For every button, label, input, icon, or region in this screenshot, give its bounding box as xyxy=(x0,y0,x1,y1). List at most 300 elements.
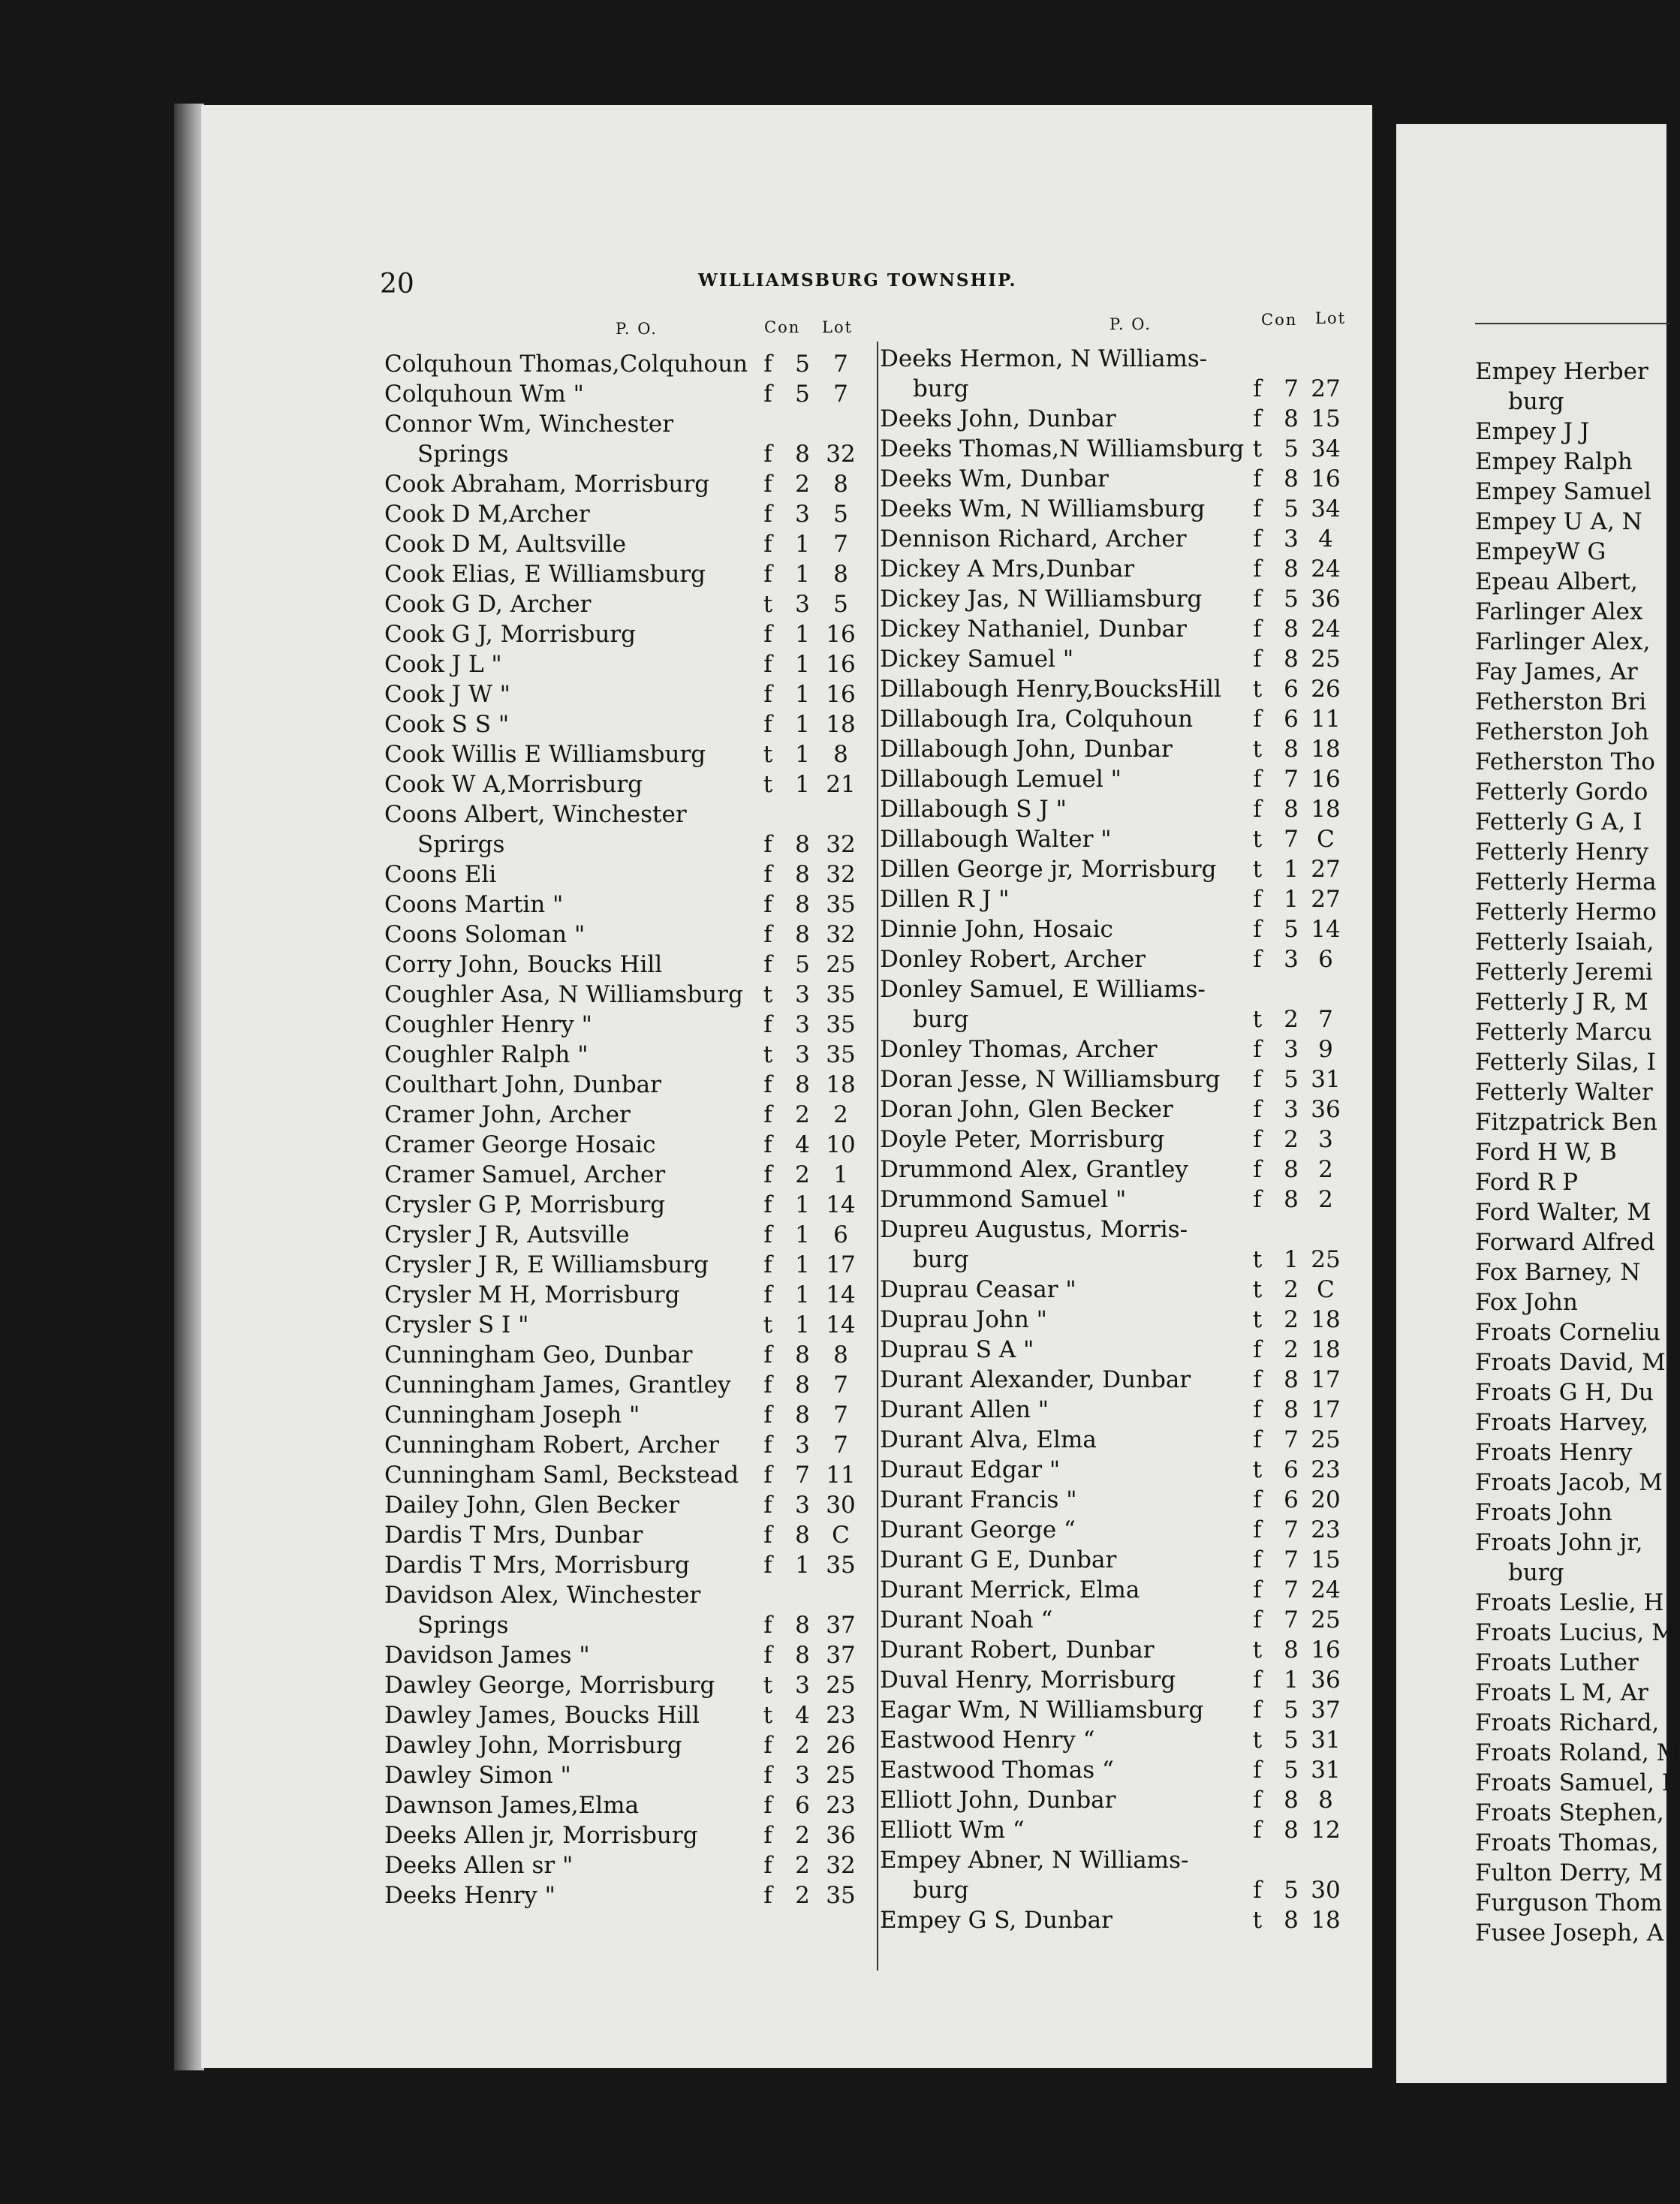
directory-entry xyxy=(880,1905,1368,1935)
entry-lot: 16 xyxy=(1311,1636,1341,1664)
directory-entry xyxy=(384,1340,872,1370)
entry-name: Coons Albert, Winchester xyxy=(384,801,687,828)
entry-name: Dillabough Lemuel " xyxy=(880,766,1122,793)
directory-entry xyxy=(880,884,1368,914)
entry-lot: 25 xyxy=(826,951,856,978)
entry-tenure: f xyxy=(763,531,772,558)
directory-entry xyxy=(384,1070,872,1100)
directory-entry xyxy=(880,1094,1368,1125)
directory-entry: Froats Stephen, xyxy=(1475,1799,1664,1826)
directory-entry xyxy=(880,1815,1368,1845)
entry-tenure: f xyxy=(1253,1096,1262,1123)
entry-tenure: f xyxy=(1253,405,1262,432)
directory-entry: Epeau Albert, xyxy=(1475,568,1638,595)
directory-entry: Empey U A, N xyxy=(1475,508,1642,535)
entry-name: burg xyxy=(913,375,969,402)
entry-name: Cook D M, Aultsville xyxy=(384,531,627,558)
entry-tenure: f xyxy=(763,561,772,588)
entry-con: 2 xyxy=(795,1161,810,1188)
entry-con: 1 xyxy=(1284,856,1299,883)
entry-lot: 27 xyxy=(1311,856,1341,883)
entry-con: 5 xyxy=(1284,916,1299,943)
entry-tenure: f xyxy=(763,1612,772,1639)
directory-entry xyxy=(880,1605,1368,1635)
directory-entry xyxy=(384,1850,872,1880)
directory-entry xyxy=(880,1455,1368,1485)
entry-lot: 14 xyxy=(1311,916,1341,943)
entry-name: Dillen George jr, Morrisburg xyxy=(880,856,1217,883)
entry-con: 3 xyxy=(795,981,810,1008)
entry-con: 5 xyxy=(1284,1066,1299,1093)
entry-lot: 23 xyxy=(826,1792,856,1819)
entry-lot: 23 xyxy=(1311,1456,1341,1483)
directory-entry xyxy=(880,1785,1368,1815)
entry-name: Elliott Wm “ xyxy=(880,1817,1025,1844)
entry-con: 6 xyxy=(1284,676,1299,703)
entry-tenure: f xyxy=(1253,1877,1262,1904)
entry-con: 8 xyxy=(1284,1186,1299,1213)
entry-lot: 16 xyxy=(826,621,856,648)
entry-tenure: f xyxy=(763,471,772,498)
entry-name: Dailey John, Glen Becker xyxy=(384,1492,679,1519)
middle-header-lot: Lot xyxy=(1315,309,1347,327)
directory-entry xyxy=(384,739,872,769)
entry-name: burg xyxy=(913,1006,969,1033)
directory-entry: Froats John xyxy=(1475,1499,1612,1526)
entry-con: 5 xyxy=(1284,586,1299,613)
entry-tenure: f xyxy=(763,1131,772,1158)
entry-lot: 30 xyxy=(826,1492,856,1519)
entry-tenure: t xyxy=(1252,1907,1263,1934)
entry-name: Dawnson James,Elma xyxy=(384,1792,640,1819)
entry-tenure: f xyxy=(1253,1576,1262,1603)
entry-name: Drummond Alex, Grantley xyxy=(880,1156,1188,1183)
entry-name: Durant Noah “ xyxy=(880,1606,1053,1633)
entry-con: 2 xyxy=(1284,1336,1299,1363)
entry-tenure: t xyxy=(1252,676,1263,703)
entry-name: Coons Martin " xyxy=(384,891,564,918)
directory-entry xyxy=(384,1460,872,1490)
entry-name: Springs xyxy=(417,1612,509,1639)
entry-name: Cook D M,Archer xyxy=(384,501,590,528)
entry-lot: 12 xyxy=(1311,1817,1341,1844)
entry-tenure: f xyxy=(763,1191,772,1218)
directory-entry: Empey Samuel xyxy=(1475,478,1651,505)
entry-lot: 23 xyxy=(826,1702,856,1729)
entry-lot: 16 xyxy=(826,681,856,708)
entry-con: 8 xyxy=(1284,646,1299,673)
directory-entry xyxy=(384,649,872,679)
entry-tenure: f xyxy=(763,1522,772,1549)
entry-con: 8 xyxy=(1284,1636,1299,1664)
entry-name: Donley Robert, Archer xyxy=(880,946,1146,973)
entry-tenure: f xyxy=(763,1792,772,1819)
directory-entry xyxy=(384,1430,872,1460)
entry-lot: 35 xyxy=(826,1882,856,1909)
entry-name: Cook J L " xyxy=(384,651,502,678)
directory-entry: Fetterly Walter xyxy=(1475,1079,1653,1106)
directory-entry: Fox John xyxy=(1475,1289,1578,1316)
directory-entry xyxy=(880,764,1368,794)
directory-entry xyxy=(384,1220,872,1250)
directory-entry: Ford R P xyxy=(1475,1169,1579,1196)
directory-entry xyxy=(384,920,872,950)
entry-tenure: f xyxy=(1253,1546,1262,1573)
entry-lot: 24 xyxy=(1311,1576,1341,1603)
entry-lot: 18 xyxy=(826,1071,856,1098)
entry-con: 2 xyxy=(1284,1306,1299,1333)
entry-name: Dickey A Mrs,Dunbar xyxy=(880,556,1135,583)
directory-entry: EmpeyW G xyxy=(1475,538,1606,565)
entry-lot: 32 xyxy=(826,921,856,948)
entry-name: Durant Francis " xyxy=(880,1486,1077,1513)
directory-entry xyxy=(880,1245,1368,1275)
entry-tenure: f xyxy=(763,861,772,888)
entry-name: Durant Robert, Dunbar xyxy=(880,1636,1155,1664)
entry-name: Dupreu Augustus, Morris- xyxy=(880,1216,1188,1243)
directory-entry: Froats Thomas, xyxy=(1475,1829,1659,1856)
directory-entry: Fetterly G A, I xyxy=(1475,808,1642,836)
entry-lot: 8 xyxy=(833,741,848,768)
directory-entry xyxy=(384,1790,872,1820)
directory-entry xyxy=(880,974,1368,1004)
entry-name: Deeks Wm, N Williamsburg xyxy=(880,495,1206,522)
entry-name: Deeks Allen jr, Morrisburg xyxy=(384,1822,698,1849)
entry-lot: 7 xyxy=(1318,1006,1333,1033)
entry-tenure: f xyxy=(763,1011,772,1038)
directory-entry xyxy=(384,830,872,860)
entry-tenure: f xyxy=(763,1371,772,1399)
entry-con: 1 xyxy=(795,711,810,738)
entry-lot: 36 xyxy=(1311,1667,1341,1694)
entry-con: 3 xyxy=(795,591,810,618)
entry-con: 8 xyxy=(1284,796,1299,823)
entry-tenure: f xyxy=(763,1161,772,1188)
entry-tenure: f xyxy=(763,1732,772,1759)
directory-entry xyxy=(880,734,1368,764)
entry-lot: 16 xyxy=(826,651,856,678)
entry-name: Dickey Jas, N Williamsburg xyxy=(880,586,1203,613)
directory-entry xyxy=(880,344,1368,374)
middle-header-con: Con xyxy=(1261,311,1298,329)
entry-con: 3 xyxy=(795,1432,810,1459)
entry-lot: 17 xyxy=(826,1251,856,1278)
entry-lot: 8 xyxy=(833,1341,848,1368)
entry-con: 1 xyxy=(795,531,810,558)
entry-tenure: f xyxy=(763,501,772,528)
entry-tenure: f xyxy=(1253,616,1262,643)
entry-tenure: f xyxy=(763,1642,772,1669)
directory-entry xyxy=(384,860,872,890)
entry-con: 5 xyxy=(795,951,810,978)
directory-entry: Fay James, Ar xyxy=(1475,658,1638,685)
directory-entry xyxy=(880,1515,1368,1545)
directory-entry xyxy=(880,1755,1368,1785)
entry-lot: 34 xyxy=(1311,495,1341,522)
entry-name: Cook G D, Archer xyxy=(384,591,592,618)
entry-lot: 15 xyxy=(1311,405,1341,432)
entry-name: Cook G J, Morrisburg xyxy=(384,621,636,648)
entry-con: 7 xyxy=(1284,826,1299,853)
directory-entry: Froats Luther xyxy=(1475,1649,1639,1676)
entry-tenure: f xyxy=(763,1822,772,1849)
entry-tenure: f xyxy=(763,1432,772,1459)
entry-name: Dardis T Mrs, Morrisburg xyxy=(384,1552,690,1579)
directory-entry xyxy=(384,1580,872,1610)
entry-tenure: f xyxy=(1253,1667,1262,1694)
entry-name: Deeks Wm, Dunbar xyxy=(880,465,1109,492)
entry-lot: C xyxy=(1317,1276,1335,1303)
entry-con: 5 xyxy=(1284,435,1299,462)
entry-con: 8 xyxy=(1284,1817,1299,1844)
entry-lot: C xyxy=(832,1522,850,1549)
directory-entry: Fetterly Herma xyxy=(1475,869,1657,896)
entry-name: Springs xyxy=(417,441,509,468)
entry-name: Cramer George Hosaic xyxy=(384,1131,656,1158)
entry-name: Cunningham James, Grantley xyxy=(384,1371,731,1399)
directory-entry xyxy=(384,439,872,469)
entry-tenure: f xyxy=(1253,465,1262,492)
directory-entry: Froats L M, Ar xyxy=(1475,1679,1648,1706)
entry-tenure: f xyxy=(763,831,772,858)
entry-con: 7 xyxy=(1284,1546,1299,1573)
entry-name: Dawley George, Morrisburg xyxy=(384,1672,715,1699)
directory-entry xyxy=(880,1575,1368,1605)
entry-tenure: f xyxy=(1253,1486,1262,1513)
entry-tenure: f xyxy=(763,1762,772,1789)
entry-lot: 8 xyxy=(1318,1787,1333,1814)
entry-con: 5 xyxy=(1284,1727,1299,1754)
entry-name: Deeks Henry " xyxy=(384,1882,555,1909)
entry-con: 5 xyxy=(795,351,810,378)
directory-entry xyxy=(880,524,1368,554)
directory-entry xyxy=(880,1725,1368,1755)
entry-lot: 36 xyxy=(1311,586,1341,613)
directory-entry: Froats Harvey, xyxy=(1475,1409,1649,1436)
directory-entry xyxy=(880,1064,1368,1094)
entry-tenure: f xyxy=(763,381,772,408)
entry-tenure: f xyxy=(1253,1336,1262,1363)
entry-tenure: f xyxy=(1253,556,1262,583)
directory-entry xyxy=(880,644,1368,674)
directory-entry xyxy=(880,1004,1368,1034)
entry-name: Empey G S, Dunbar xyxy=(880,1907,1112,1934)
entry-name: Eastwood Thomas “ xyxy=(880,1757,1114,1784)
entry-tenure: f xyxy=(763,1552,772,1579)
entry-lot: 37 xyxy=(1311,1697,1341,1724)
directory-entry xyxy=(384,499,872,529)
entry-name: Dawley John, Morrisburg xyxy=(384,1732,682,1759)
directory-entry: Froats Richard, xyxy=(1475,1709,1660,1736)
entry-lot: 27 xyxy=(1311,886,1341,913)
entry-lot: C xyxy=(1317,826,1335,853)
entry-name: Eastwood Henry “ xyxy=(880,1727,1095,1754)
directory-entry xyxy=(880,1155,1368,1185)
directory-entry xyxy=(384,589,872,619)
entry-con: 5 xyxy=(1284,1877,1299,1904)
entry-con: 2 xyxy=(1284,1276,1299,1303)
entry-con: 5 xyxy=(1284,1757,1299,1784)
entry-tenure: f xyxy=(1253,1036,1262,1063)
directory-entry xyxy=(384,1820,872,1850)
directory-entry xyxy=(384,619,872,649)
entry-lot: 10 xyxy=(826,1131,856,1158)
entry-con: 3 xyxy=(1284,1096,1299,1123)
entry-name: Davidson James " xyxy=(384,1642,590,1669)
entry-tenure: t xyxy=(1252,1006,1263,1033)
entry-con: 1 xyxy=(795,1281,810,1308)
directory-entry xyxy=(384,1310,872,1340)
entry-lot: 5 xyxy=(833,501,848,528)
entry-lot: 35 xyxy=(826,1011,856,1038)
entry-lot: 21 xyxy=(826,771,856,798)
entry-name: Crysler M H, Morrisburg xyxy=(384,1281,680,1308)
directory-entry xyxy=(384,890,872,920)
entry-name: Crysler J R, E Williamsburg xyxy=(384,1251,709,1278)
directory-entry xyxy=(384,1610,872,1640)
entry-name: Cook W A,Morrisburg xyxy=(384,771,643,798)
entry-lot: 34 xyxy=(1311,435,1341,462)
directory-entry: Froats Leslie, H xyxy=(1475,1589,1664,1616)
entry-lot: 25 xyxy=(826,1762,856,1789)
entry-con: 1 xyxy=(795,1191,810,1218)
entry-name: Coons Eli xyxy=(384,861,497,888)
entry-con: 8 xyxy=(795,921,810,948)
entry-lot: 35 xyxy=(826,1552,856,1579)
directory-entry: Froats Roland, M xyxy=(1475,1739,1680,1766)
entry-tenure: f xyxy=(1253,916,1262,943)
entry-lot: 27 xyxy=(1311,375,1341,402)
directory-entry: Fetterly Jeremi xyxy=(1475,959,1653,986)
entry-name: Cunningham Saml, Beckstead xyxy=(384,1462,739,1489)
directory-entry xyxy=(880,1215,1368,1245)
entry-name: Durant Alexander, Dunbar xyxy=(880,1366,1191,1393)
entry-name: Dillabough John, Dunbar xyxy=(880,736,1173,763)
entry-name: Durant Merrick, Elma xyxy=(880,1576,1140,1603)
entry-con: 7 xyxy=(1284,1576,1299,1603)
entry-con: 1 xyxy=(795,1552,810,1579)
directory-entry xyxy=(880,434,1368,464)
entry-name: Cramer Samuel, Archer xyxy=(384,1161,666,1188)
entry-tenure: f xyxy=(1253,946,1262,973)
entry-lot: 8 xyxy=(833,561,848,588)
entry-name: Cunningham Robert, Archer xyxy=(384,1432,719,1459)
entry-lot: 31 xyxy=(1311,1757,1341,1784)
entry-con: 3 xyxy=(795,1041,810,1068)
entry-con: 2 xyxy=(795,1101,810,1128)
entry-name: Dawley Simon " xyxy=(384,1762,571,1789)
entry-lot: 6 xyxy=(1318,946,1333,973)
entry-con: 7 xyxy=(795,1462,810,1489)
entry-tenure: f xyxy=(1253,706,1262,733)
entry-tenure: f xyxy=(1253,1606,1262,1633)
entry-tenure: f xyxy=(763,1852,772,1879)
entry-lot: 18 xyxy=(826,711,856,738)
entry-name: Duraut Edgar " xyxy=(880,1456,1061,1483)
entry-con: 8 xyxy=(795,1371,810,1399)
entry-tenure: t xyxy=(1252,1636,1263,1664)
entry-lot: 3 xyxy=(1318,1126,1333,1153)
entry-name: Empey Abner, N Williams- xyxy=(880,1847,1189,1874)
entry-tenure: f xyxy=(1253,1426,1262,1453)
entry-con: 3 xyxy=(1284,946,1299,973)
entry-name: Coughler Asa, N Williamsburg xyxy=(384,981,743,1008)
entry-name: Dillen R J " xyxy=(880,886,1010,913)
entry-lot: 14 xyxy=(826,1191,856,1218)
entry-lot: 7 xyxy=(833,1371,848,1399)
entry-tenure: t xyxy=(1252,736,1263,763)
entry-tenure: f xyxy=(763,1492,772,1519)
entry-tenure: f xyxy=(763,351,772,378)
entry-name: burg xyxy=(913,1877,969,1904)
directory-entry xyxy=(384,1490,872,1520)
entry-con: 1 xyxy=(795,771,810,798)
entry-tenure: t xyxy=(1252,1456,1263,1483)
directory-entry xyxy=(880,1485,1368,1515)
entry-tenure: t xyxy=(1252,1727,1263,1754)
entry-tenure: f xyxy=(763,1101,772,1128)
entry-lot: 2 xyxy=(833,1101,848,1128)
directory-entry: Fusee Joseph, A xyxy=(1475,1919,1664,1947)
directory-entry: Fitzpatrick Ben xyxy=(1475,1109,1657,1136)
entry-name: Doran Jesse, N Williamsburg xyxy=(880,1066,1221,1093)
entry-name: Duprau Ceasar " xyxy=(880,1276,1076,1303)
entry-tenure: t xyxy=(763,1311,773,1338)
entry-tenure: f xyxy=(1253,495,1262,522)
entry-lot: 31 xyxy=(1311,1727,1341,1754)
entry-lot: 25 xyxy=(826,1672,856,1699)
directory-entry xyxy=(880,1125,1368,1155)
entry-con: 2 xyxy=(1284,1126,1299,1153)
directory-entry xyxy=(880,1365,1368,1395)
entry-name: Donley Thomas, Archer xyxy=(880,1036,1158,1063)
directory-entry xyxy=(384,559,872,589)
entry-tenure: f xyxy=(763,891,772,918)
directory-entry: Fulton Derry, M xyxy=(1475,1859,1663,1886)
directory-entry xyxy=(880,554,1368,584)
entry-lot: 5 xyxy=(833,591,848,618)
directory-entry: Froats Jacob, M xyxy=(1475,1469,1663,1496)
directory-entry xyxy=(880,854,1368,884)
entry-name: Duprau John " xyxy=(880,1306,1047,1333)
entry-tenure: f xyxy=(1253,586,1262,613)
entry-con: 1 xyxy=(795,1221,810,1248)
directory-entry: Froats John jr, xyxy=(1475,1529,1643,1556)
entry-name: Dillabough Henry,BoucksHill xyxy=(880,676,1221,703)
entry-con: 8 xyxy=(795,1071,810,1098)
entry-tenure: t xyxy=(1252,1306,1263,1333)
entry-lot: 25 xyxy=(1311,1426,1341,1453)
entry-tenure: t xyxy=(763,1041,773,1068)
directory-entry: burg xyxy=(1508,388,1564,415)
entry-con: 1 xyxy=(795,1311,810,1338)
directory-entry: Ford Walter, M xyxy=(1475,1199,1651,1226)
entry-lot: 17 xyxy=(1311,1366,1341,1393)
entry-con: 3 xyxy=(795,501,810,528)
entry-con: 8 xyxy=(795,1642,810,1669)
entry-tenure: f xyxy=(763,921,772,948)
directory-entry: Farlinger Alex, xyxy=(1475,628,1651,655)
entry-name: Donley Samuel, E Williams- xyxy=(880,976,1206,1003)
directory-entry: Forward Alfred xyxy=(1475,1229,1655,1256)
left-header-po: P. O. xyxy=(616,320,658,338)
entry-name: Dickey Samuel " xyxy=(880,646,1074,673)
directory-entry xyxy=(384,769,872,799)
directory-entry: burg xyxy=(1508,1559,1564,1586)
directory-entry xyxy=(880,1034,1368,1064)
entry-con: 2 xyxy=(795,1822,810,1849)
entry-tenure: f xyxy=(763,1882,772,1909)
